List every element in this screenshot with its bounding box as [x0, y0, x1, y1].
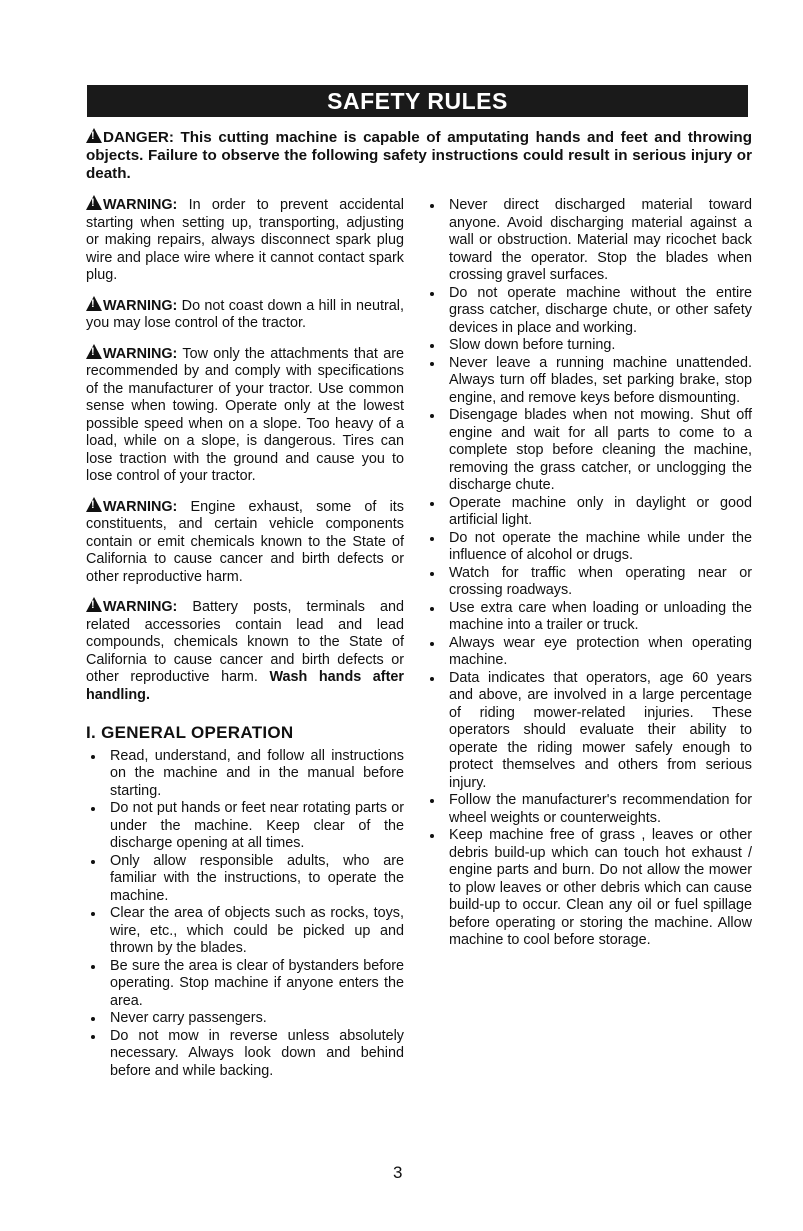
- list-item: Do not put hands or feet near rotating parts or under the machine. Keep clear of the discharge opening at all times.: [86, 800, 404, 853]
- warning-label: WARNING:: [103, 297, 178, 314]
- list-item: Always wear eye protection when operating machine.: [427, 635, 752, 670]
- danger-notice: [86, 128, 752, 183]
- warning-triangle-icon: [86, 195, 102, 210]
- list-item: Slow down before turning.: [427, 337, 752, 355]
- warning-label: WARNING:: [103, 345, 178, 362]
- danger-text: This cutting machine is capable of amputating hands and feet and throwing objects. Failure to observe the following safety instructions could result in serious injury or death.: [86, 129, 752, 182]
- right-column: [427, 197, 752, 950]
- list-item: Never direct discharged material toward anyone. Avoid discharging material against a wall or obstruction. Material may ricochet back toward the operator. Stop the blades when crossing gravel surfaces.: [427, 197, 752, 285]
- list-item: Operate machine only in daylight or good artificial light.: [427, 495, 752, 530]
- warning-paragraph: [86, 497, 404, 587]
- list-item: Keep machine free of grass , leaves or other debris build-up which can touch hot exhaust / engine parts and burn. Do not allow the mower to plow leaves or other debris which can cause build-up to occur. Clean any oil or fuel spillage before operating or storing the machine. Allow machine to cool before storage.: [427, 827, 752, 950]
- general-operation-list: [86, 748, 404, 1081]
- danger-label: DANGER:: [103, 129, 174, 146]
- safety-bullet-list: [427, 197, 752, 950]
- left-column: [86, 195, 404, 1080]
- warning-emphasis: Wash hands after handling.: [86, 669, 404, 703]
- list-item: Do not operate machine without the entire grass catcher, discharge chute, or other safety devices in place and working.: [427, 285, 752, 338]
- warning-text: Do not coast down a hill in neutral, you may lose control of the tractor.: [86, 297, 404, 331]
- warning-text: In order to prevent accidental starting when setting up, transporting, adjusting or making repairs, always disconnect spark plug wire and place wire where it cannot contact spark plug.: [86, 197, 404, 283]
- list-item: Disengage blades when not mowing. Shut off engine and wait for all parts to come to a complete stop before cleaning the machine, removing the grass catcher, or unclogging the discharge chute.: [427, 407, 752, 495]
- list-item: Never carry passengers.: [86, 1010, 404, 1028]
- warning-triangle-icon: [86, 497, 102, 512]
- warning-text: Engine exhaust, some of its constituents, and certain vehicle components contain or emit chemicals known to the State of California to cause cancer and birth defects or other reproductive harm.: [86, 498, 404, 585]
- list-item: Do not mow in reverse unless absolutely necessary. Always look down and behind before and while backing.: [86, 1028, 404, 1081]
- list-item: Be sure the area is clear of bystanders before operating. Stop machine if anyone enters the area.: [86, 958, 404, 1011]
- warning-paragraph: [86, 296, 404, 333]
- warning-triangle-icon: [86, 128, 102, 143]
- warning-label: WARNING:: [103, 197, 178, 213]
- list-item: Use extra care when loading or unloading the machine into a trailer or truck.: [427, 600, 752, 635]
- list-item: Data indicates that operators, age 60 years and above, are involved in a large percentage of riding mower-related injuries. These operators should evaluate their ability to operate the riding mower safely enough to protect themselves and others from serious injury.: [427, 670, 752, 793]
- warning-text: Tow only the attachments that are recommended by and comply with specifications of the manufacturer of your tractor. Use common sense when towing. Operate only at the lowest possible speed when on a slope. Too heavy of a load, while on a slope, is dangerous. Tires can lose traction with the ground and cause you to lose control of your tractor.: [86, 345, 404, 484]
- list-item: Watch for traffic when operating near or crossing roadways.: [427, 565, 752, 600]
- list-item: Read, understand, and follow all instructions on the machine and in the manual before starting.: [86, 748, 404, 801]
- warning-paragraph: [86, 195, 404, 285]
- list-item: Never leave a running machine unattended. Always turn off blades, set parking brake, stop engine, and remove keys before dismounting.: [427, 355, 752, 408]
- warning-triangle-icon: [86, 344, 102, 359]
- warning-triangle-icon: [86, 296, 102, 311]
- warning-paragraph: [86, 344, 404, 486]
- section-heading: I. GENERAL OPERATION: [86, 723, 294, 742]
- warning-label: WARNING:: [103, 599, 178, 615]
- list-item: Do not operate the machine while under the influence of alcohol or drugs.: [427, 530, 752, 565]
- warning-triangle-icon: [86, 597, 102, 612]
- page-title: SAFETY RULES: [87, 85, 748, 117]
- list-item: Follow the manufacturer's recommendation for wheel weights or counterweights.: [427, 792, 752, 827]
- list-item: Only allow responsible adults, who are familiar with the instructions, to operate the machine.: [86, 853, 404, 906]
- page-number: 3: [393, 1163, 403, 1182]
- warning-paragraph: [86, 597, 404, 704]
- list-item: Clear the area of objects such as rocks, toys, wire, etc., which could be picked up and thrown by the blades.: [86, 905, 404, 958]
- warning-label: WARNING:: [103, 498, 178, 515]
- warning-text: Battery posts, terminals and related accessories contain lead and lead compounds, chemicals known to the State of California to cause cancer and birth defects or other reproductive harm.: [86, 599, 404, 685]
